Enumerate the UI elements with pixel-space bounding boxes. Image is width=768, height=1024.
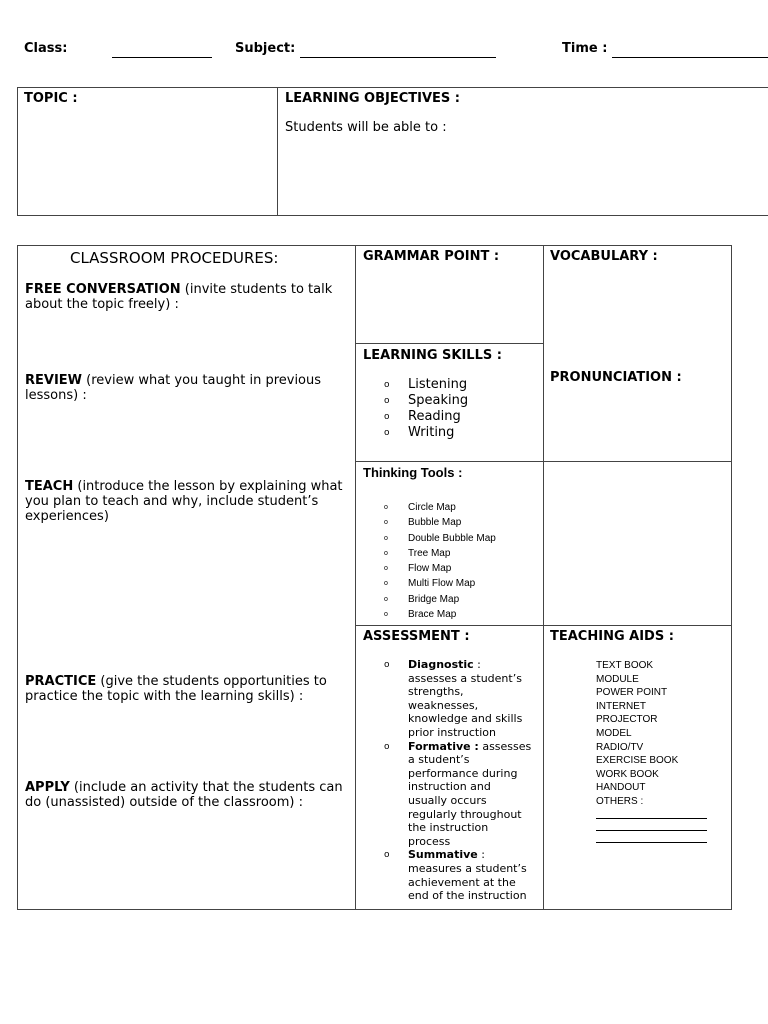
circle-bullet-icon: o (384, 595, 388, 603)
list-item: POWER POINT (596, 687, 668, 699)
assessment-diagnostic: o Diagnostic : assesses a student’s strengths, weaknesses, knowledge and skills prior instruction (384, 658, 523, 739)
apply-text-2: do (unassisted) outside of the classroom) : (25, 795, 304, 810)
teach-section (25, 479, 350, 524)
circle-bullet-icon: o (384, 580, 388, 588)
circle-bullet-icon: o (384, 504, 388, 511)
list-item: o Writing (384, 425, 455, 440)
list-item: MODULE (596, 673, 639, 685)
thinking-tools-list (384, 500, 496, 622)
apply-text: (include an activity that the students can (69, 780, 343, 795)
practice-text: (give the students opportunities to (96, 674, 327, 689)
table-divider (277, 87, 278, 216)
circle-bullet-icon: o (384, 380, 390, 390)
class-label: Class: (24, 41, 68, 56)
list-item: TEXT BOOK (596, 660, 654, 671)
list-item: WORK BOOK (596, 768, 659, 780)
others-field-2[interactable] (596, 830, 707, 831)
review-section (25, 373, 350, 403)
circle-bullet-icon: o (384, 660, 390, 670)
list-item: o Multi Flow Map (384, 576, 496, 591)
list-item: o Circle Map (384, 500, 496, 515)
assessment-summative: o Summative : measures a student’s achievement at the end of the instruction (384, 848, 527, 903)
circle-bullet-icon: o (384, 396, 390, 406)
assessment-label: ASSESSMENT : (363, 629, 470, 644)
list-item: o Flow Map (384, 561, 496, 576)
col-divider-1 (355, 245, 356, 910)
teach-text: (introduce the lesson by explaining what (73, 479, 343, 494)
topic-objectives-table (17, 87, 768, 216)
teach-label: TEACH (25, 479, 74, 494)
list-item: o Tree Map (384, 546, 496, 561)
row-divider-tools (355, 625, 732, 626)
circle-bullet-icon: o (384, 850, 390, 861)
objectives-text: Students will be able to : (285, 120, 447, 135)
list-item: MODEL (596, 727, 632, 739)
teaching-aids-label: TEACHING AIDS : (550, 629, 674, 644)
teach-text-3: experiences) (25, 509, 109, 524)
assessment-formative: o Formative : assesses a student’s performance during instruction and usually occurs regularly throughout the instruction process (384, 739, 532, 848)
circle-bullet-icon: o (384, 519, 388, 527)
list-item: o Speaking (384, 393, 469, 408)
list-item: HANDOUT (596, 782, 646, 794)
practice-text-2: practice the topic with the learning skills) : (25, 689, 304, 704)
apply-label: APPLY (25, 780, 70, 795)
list-item: o Bridge Map (384, 592, 496, 607)
circle-bullet-icon: o (384, 549, 388, 557)
pronunciation-label: PRONUNCIATION : (550, 370, 682, 385)
list-item: OTHERS : (596, 795, 644, 807)
row-divider-grammar (355, 343, 543, 344)
row-divider-skills (355, 461, 732, 462)
time-label: Time : (562, 41, 608, 56)
circle-bullet-icon: o (384, 412, 390, 422)
review-text: (review what you taught in previous (82, 373, 322, 388)
procedures-table (17, 245, 732, 910)
list-item: o Bubble Map (384, 515, 496, 530)
free-conversation-text: (invite students to talk (180, 282, 333, 297)
teaching-aids-list (596, 659, 678, 809)
review-label: REVIEW (25, 373, 83, 388)
list-item: o Double Bubble Map (384, 531, 496, 546)
practice-label: PRACTICE (25, 674, 97, 689)
list-item: o Listening (384, 377, 468, 392)
vocabulary-label: VOCABULARY : (550, 249, 658, 264)
review-text-2: lessons) : (25, 388, 87, 403)
circle-bullet-icon: o (384, 565, 388, 573)
practice-section (25, 674, 350, 704)
list-item: INTERNET (596, 700, 646, 712)
apply-section (25, 780, 350, 810)
subject-field[interactable] (300, 57, 496, 58)
free-conversation-label: FREE CONVERSATION (25, 282, 181, 297)
subject-label: Subject: (235, 41, 296, 56)
circle-bullet-icon: o (384, 741, 390, 752)
free-conversation-section (25, 282, 350, 312)
thinking-tools-label: Thinking Tools : (363, 465, 463, 480)
list-item: RADIO/TV (596, 741, 644, 753)
free-conversation-text-2: about the topic freely) : (25, 297, 179, 312)
grammar-point-label: GRAMMAR POINT : (363, 249, 500, 264)
circle-bullet-icon: o (384, 611, 388, 619)
circle-bullet-icon: o (384, 428, 390, 438)
time-field[interactable] (612, 57, 768, 58)
class-field[interactable] (112, 57, 212, 58)
col-divider-2 (543, 245, 544, 910)
learning-skills-list (384, 377, 468, 441)
learning-skills-label: LEARNING SKILLS : (363, 348, 502, 363)
objectives-label: LEARNING OBJECTIVES : (285, 91, 460, 106)
procedures-title: CLASSROOM PROCEDURES: (70, 249, 279, 267)
list-item: o Brace Map (384, 607, 496, 622)
assessment-list (384, 658, 540, 903)
topic-label: TOPIC : (24, 91, 78, 106)
list-item: PROJECTOR (596, 714, 658, 726)
list-item: EXERCISE BOOK (596, 755, 679, 767)
list-item: o Reading (384, 409, 461, 424)
circle-bullet-icon: o (384, 534, 388, 542)
teach-text-2: you plan to teach and why, include student’s (25, 494, 319, 509)
others-field-1[interactable] (596, 818, 707, 819)
others-field-3[interactable] (596, 842, 707, 843)
